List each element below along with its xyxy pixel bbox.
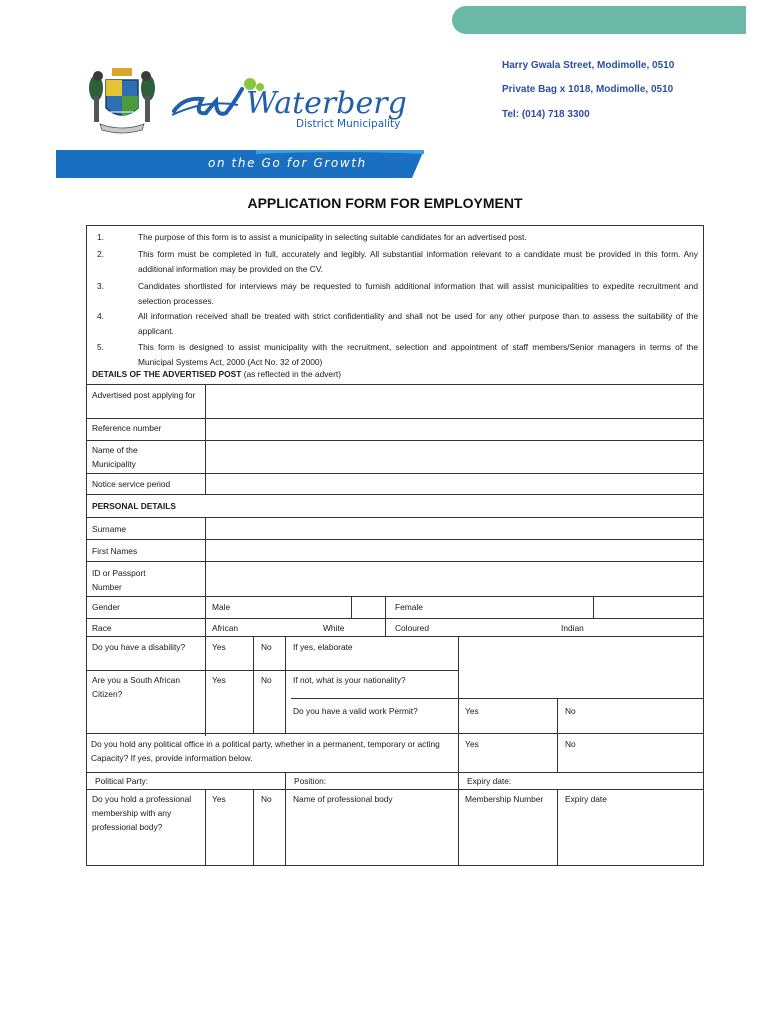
political-no-option[interactable]: No (565, 739, 576, 749)
instruction-text: This form must be completed in full, accurately and legibly. All substantial information relevant to a candidate must be provided in this form. Any additional information may be provided on the CV. (138, 249, 698, 274)
application-form-grid (86, 384, 704, 866)
professional-yes-option[interactable]: Yes (212, 794, 226, 804)
instruction-number: 4. (97, 311, 104, 321)
race-option-indian[interactable]: Indian (561, 623, 584, 633)
race-option-white[interactable]: White (323, 623, 345, 633)
instructions-section (86, 225, 704, 384)
disability-no-option[interactable]: No (261, 642, 272, 652)
logo-subtitle: District Municipality (296, 118, 401, 130)
citizen-question: Are you a South African Citizen? (92, 675, 180, 699)
department-banner-text: Corporate Support & Shared Services (52, 6, 325, 22)
gender-female-label: Female (395, 602, 423, 612)
gender-label: Gender (92, 602, 120, 612)
disability-question: Do you have a disability? (92, 642, 186, 652)
municipal-crest-icon (88, 66, 156, 136)
phone-number: Tel: (014) 718 3300 (502, 109, 590, 120)
id-number-field[interactable] (206, 562, 702, 596)
instruction-text: This form is designed to assist municipality with the recruitment, selection and appointment of staff members/Senior managers in terms of the Municipal Systems Act, 2000 (Act No. 32 of 2000) (138, 342, 698, 367)
nationality-label: If not, what is your nationality? (293, 675, 406, 685)
disability-elaborate-field[interactable] (459, 637, 703, 670)
gender-female-checkbox[interactable] (594, 597, 703, 618)
personal-details-heading: PERSONAL DETAILS (92, 501, 176, 511)
municipality-name-field[interactable] (206, 441, 702, 473)
instruction-number: 3. (97, 281, 104, 291)
political-party-label: Political Party: (95, 776, 149, 786)
notice-period-field[interactable] (206, 474, 702, 494)
race-option-coloured[interactable]: Coloured (395, 623, 429, 633)
disability-yes-option[interactable]: Yes (212, 642, 226, 652)
membership-number-label: Membership Number (465, 794, 544, 804)
surname-field[interactable] (206, 518, 702, 539)
race-option-african[interactable]: African (212, 623, 239, 633)
professional-no-option[interactable]: No (261, 794, 272, 804)
citizen-yes-option[interactable]: Yes (212, 675, 226, 685)
advert-heading-note: (as reflected in the advert) (241, 369, 341, 379)
professional-expiry-label: Expiry date (565, 794, 607, 804)
political-office-question: Do you hold any political office in a political party, whether in a permanent, temporary or acting Capacity? If yes, provide information below. (91, 739, 440, 763)
municipality-name-label: Name of the Municipality (92, 445, 138, 469)
instruction-number: 1. (97, 232, 104, 242)
id-number-label: ID or Passport Number (92, 568, 146, 592)
tagline: on the Go for Growth (208, 156, 367, 170)
logo-wordmark: Waterberg (246, 86, 407, 121)
notice-period-label: Notice service period (92, 479, 171, 489)
address-street: Harry Gwala Street, Modimolle, 0510 (502, 60, 675, 71)
instruction-text: The purpose of this form is to assist a municipality in selecting suitable candidates for an advertised post. (138, 232, 527, 242)
work-permit-no-option[interactable]: No (565, 706, 576, 716)
instruction-text: All information received shall be treated with strict confidentiality and shall not be used for any other purpose than to assess the suitability of the applicant. (138, 311, 698, 336)
citizen-no-option[interactable]: No (261, 675, 272, 685)
reference-number-field[interactable] (206, 419, 702, 440)
nationality-field[interactable] (459, 671, 703, 698)
professional-body-label: Name of professional body (293, 794, 393, 804)
work-permit-yes-option[interactable]: Yes (465, 706, 479, 716)
disability-elaborate-label: If yes, elaborate (293, 642, 353, 652)
advertised-post-field[interactable] (206, 386, 702, 417)
reference-number-label: Reference number (92, 423, 162, 433)
advertised-post-label: Advertised post applying for (92, 390, 196, 400)
surname-label: Surname (92, 524, 126, 534)
political-expiry-label: Expiry date: (467, 776, 512, 786)
political-yes-option[interactable]: Yes (465, 739, 479, 749)
professional-membership-question: Do you hold a professional membership with any professional body? (92, 794, 192, 832)
first-names-label: First Names (92, 546, 138, 556)
form-title: APPLICATION FORM FOR EMPLOYMENT (247, 195, 523, 211)
first-names-field[interactable] (206, 540, 702, 561)
instruction-number: 2. (97, 249, 104, 259)
work-permit-question: Do you have a valid work Permit? (293, 706, 418, 716)
advert-section-heading (92, 369, 341, 379)
address-postal: Private Bag x 1018, Modimolle, 0510 (502, 84, 674, 95)
instruction-number: 5. (97, 342, 104, 352)
department-banner (452, 6, 746, 34)
advert-heading-bold: DETAILS OF THE ADVERTISED POST (92, 369, 242, 379)
gender-male-checkbox[interactable] (352, 597, 385, 618)
gender-male-label: Male (212, 602, 231, 612)
instruction-text: Candidates shortlisted for interviews may be requested to furnish additional information that will assist municipalities to expedite recruitment and selection processes. (138, 281, 698, 306)
race-label: Race (92, 623, 112, 633)
political-position-label: Position: (294, 776, 327, 786)
